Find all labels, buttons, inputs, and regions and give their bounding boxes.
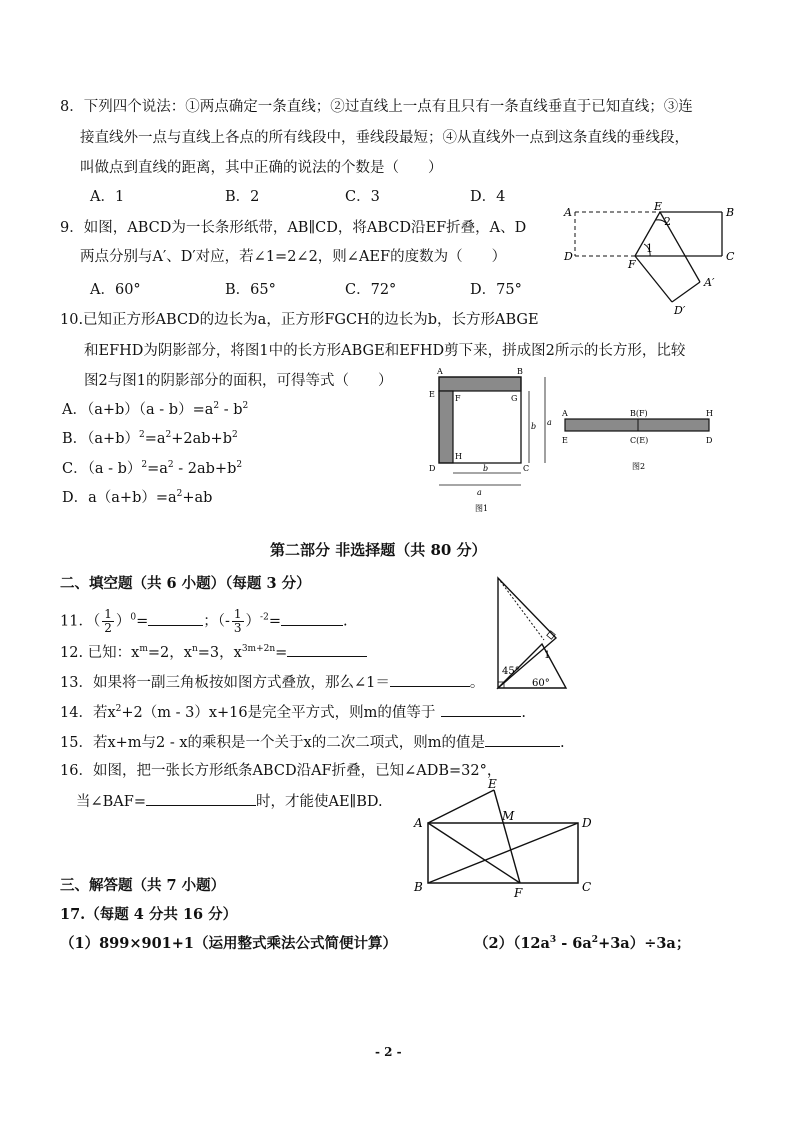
part2-title: 第二部分 非选择题（共 80 分） — [270, 541, 487, 559]
q16-label-a: A — [414, 816, 423, 830]
q9-label-f: F — [628, 258, 636, 271]
q9-label-angle1: 1 — [646, 242, 653, 255]
q15-line: 15．若x+m与2 - x的乘积是一个关于x的二次二项式，则m的值是 . — [60, 732, 565, 752]
q8-option-a: A．1 — [90, 189, 125, 205]
q9-line1: 9．如图，ABCD为一长条形纸带，AB∥CD，将ABCD沿EF折叠，A、D — [60, 220, 527, 236]
q10-f1-label-g: G — [511, 394, 518, 403]
q16-label-d: D — [582, 816, 592, 830]
q9-option-a: A．60° — [90, 282, 141, 298]
q10-line1: 10.已知正方形ABCD的边长为a，正方形FGCH的边长为b，长方形ABGE — [60, 312, 539, 328]
q9-label-e: E — [654, 200, 663, 213]
q14-line: 14．若$x^2+2(m - 3)x+16$是完全平方式，则m的值等于 . — [60, 702, 526, 722]
q16-line1: 16．如图，把一张长方形纸条ABCD沿AF折叠，已知∠ADB=32°， — [60, 763, 502, 779]
q10-f1-label-d: D — [429, 464, 436, 473]
page-number: - 2 - — [375, 1045, 402, 1059]
q9-label-a-prime: A′ — [704, 276, 715, 289]
q10-f1-caption: 图1 — [475, 504, 489, 513]
q16-label-e: E — [488, 777, 497, 791]
q10-f2-label-ce: C(E) — [630, 436, 649, 445]
q10-f2-label-d: D — [706, 436, 713, 445]
q10-f2-label-h: H — [706, 409, 713, 418]
q9-option-c: C．72° — [345, 282, 397, 298]
q17-heading: 17.（每题 4 分共 16 分） — [60, 906, 238, 923]
q10-option-d: D．$a(a+b)=a^2+ab$ — [62, 489, 213, 506]
q8-line3: 叫做点到直线的距离，其中正确的说法的个数是（ ） — [80, 160, 443, 176]
q12-line: 12. 已知：$x^m=2$，$x^n=3$，$x^{3m+2n}=$ — [60, 642, 367, 662]
q10-line2: 和EFHD为阴影部分，将图1中的长方形ABGE和EFHD剪下来，拼成图2所示的长方形，比较 — [84, 343, 686, 359]
q16-label-f: F — [514, 886, 523, 900]
q10-line3: 图2与图1的阴影部分的面积，可得等式（ ） — [84, 373, 393, 389]
q10-f1-label-f: F — [455, 394, 461, 403]
q16-line2: 当∠BAF= 时，才能使AE∥BD. — [76, 791, 383, 811]
q9-line2: 两点分别与A′、D′对应，若∠1=2∠2，则∠AEF的度数为（ ） — [80, 249, 507, 265]
q17-part1: （1）899×901+1（运用整式乘法公式简便计算） — [60, 935, 398, 952]
section3-heading: 三、解答题（共 7 小题） — [60, 877, 226, 894]
q9-label-b: B — [726, 206, 735, 219]
q10-f1-label-b-side: b — [531, 422, 537, 431]
q10-f2-label-bf: B(F) — [630, 409, 648, 418]
q10-f2-label-a: A — [562, 409, 568, 418]
q11-line: 11．（ $\frac{1}{2}$ ）$^0$= ；（- $\frac{1}{3}$ ）$^{-2}$= . — [60, 607, 348, 635]
q9-fold-figure — [560, 200, 740, 320]
q17-part2: $(2)(12a^3 - 6a^2+3a)\div 3a$； — [474, 935, 691, 952]
q16-rectangle-fold-figure — [410, 775, 590, 900]
q10-f2-label-e: E — [562, 436, 568, 445]
q10-figure-1 — [425, 365, 560, 515]
q10-f1-label-a-bottom: a — [477, 488, 482, 497]
q10-option-b: B．$(a+b)^2=a^2+2ab+b^2$ — [62, 430, 238, 447]
q13-line: 13．如果将一副三角板按如图方式叠放，那么∠1＝ 。 — [60, 672, 484, 692]
q9-label-angle2: 2 — [664, 215, 671, 228]
q10-figure-2 — [560, 405, 720, 475]
q10-f1-label-e: E — [429, 390, 435, 399]
q16-label-c: C — [582, 880, 592, 894]
q16-label-b: B — [414, 880, 423, 894]
q8-option-d: D．4 — [470, 189, 506, 205]
q10-f1-label-a: A — [437, 367, 443, 376]
q13-triangle-figure — [490, 570, 580, 695]
q9-option-b: B．65° — [225, 282, 276, 298]
q9-label-d: D — [564, 250, 573, 263]
q8-option-c: C．3 — [345, 189, 380, 205]
q10-option-a: A．$(a+b)(a - b)=a^2 - b^2$ — [62, 401, 249, 418]
q10-f1-label-b: B — [517, 367, 523, 376]
q13-label-1: 1 — [544, 650, 551, 661]
q13-label-60: 60° — [532, 678, 550, 689]
q9-label-a: A — [564, 206, 572, 219]
section2-heading: 二、填空题（共 6 小题）（每题 3 分） — [60, 575, 311, 592]
q8-line2: 接直线外一点与直线上各点的所有线段中，垂线段最短；④从直线外一点到这条直线的垂线段， — [80, 130, 689, 146]
q10-f1-label-a-side: a — [547, 418, 552, 427]
q8-line1: 8．下列四个说法：①两点确定一条直线；②过直线上一点有且只有一条直线垂直于已知直线；③连 — [60, 99, 693, 115]
q13-label-45: 45° — [502, 666, 520, 677]
q10-f1-label-c: C — [523, 464, 530, 473]
q10-f2-caption: 图2 — [632, 462, 646, 471]
q9-label-d-prime: D′ — [674, 304, 686, 317]
q10-f1-label-h: H — [455, 452, 462, 461]
q9-option-d: D．75° — [470, 282, 522, 298]
q10-f1-label-b-bottom: b — [483, 464, 489, 473]
q9-label-c: C — [726, 250, 735, 263]
q8-option-b: B．2 — [225, 189, 260, 205]
q16-label-m: M — [502, 809, 515, 823]
q10-option-c: C．$(a - b)^2=a^2 - 2ab+b^2$ — [62, 460, 243, 477]
